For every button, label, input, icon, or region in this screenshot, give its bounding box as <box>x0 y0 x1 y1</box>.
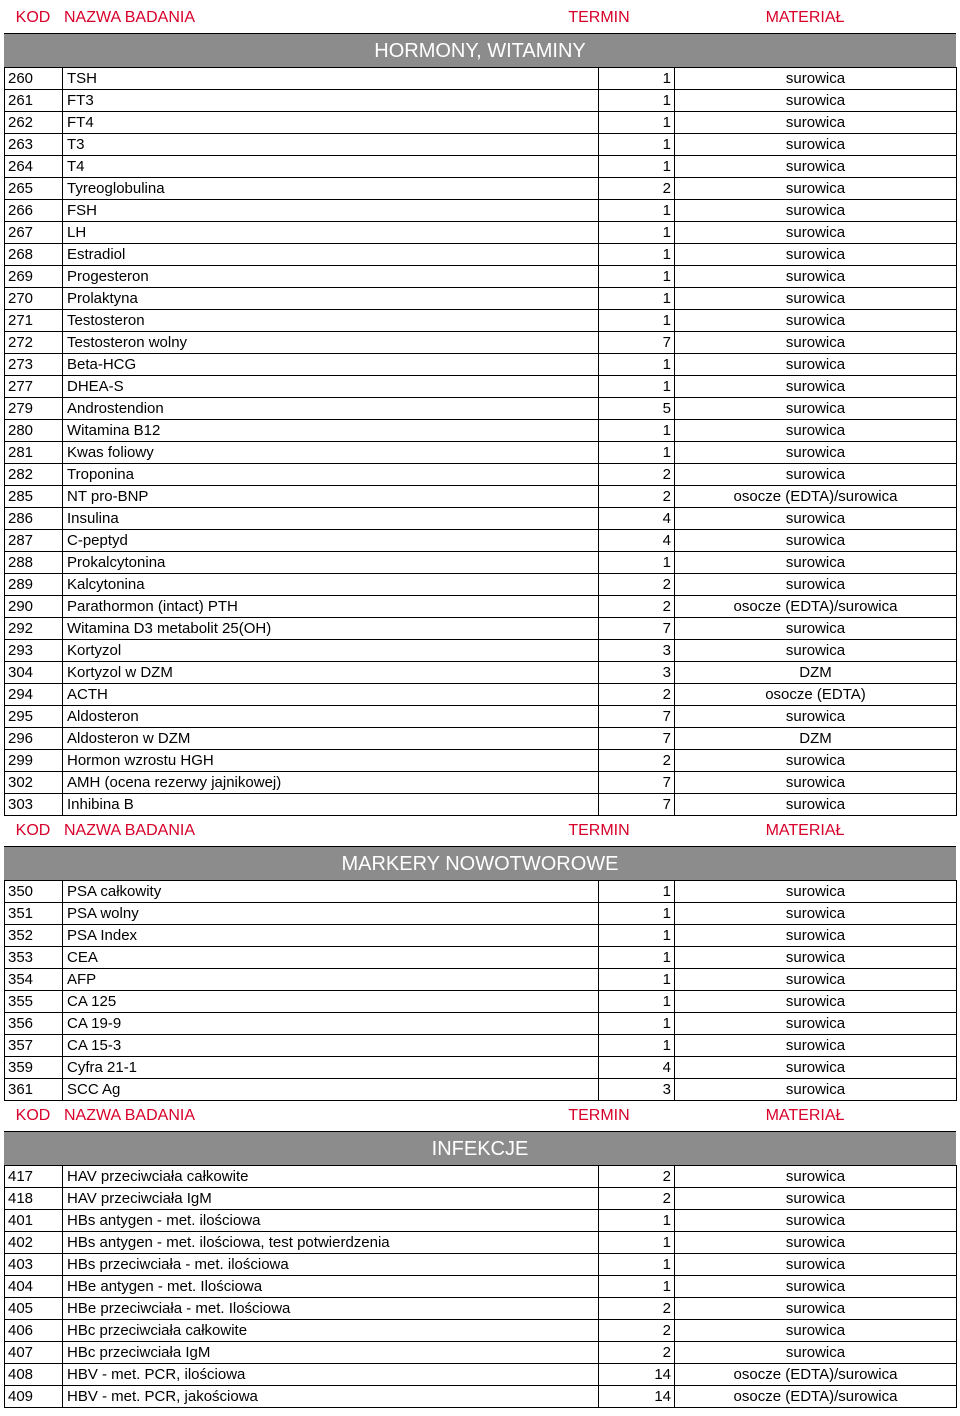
cell-material: surowica <box>675 969 957 991</box>
cell-nazwa: T4 <box>63 156 599 178</box>
cell-kod: 292 <box>5 618 63 640</box>
cell-termin: 1 <box>599 310 675 332</box>
table-row <box>5 1298 957 1320</box>
cell-material: surowica <box>675 178 957 200</box>
cell-termin: 2 <box>599 486 675 508</box>
cell-material: surowica <box>675 222 957 244</box>
cell-material: surowica <box>675 750 957 772</box>
column-header-termin: TERMIN <box>568 822 630 839</box>
cell-material: surowica <box>675 508 957 530</box>
cell-termin: 1 <box>599 222 675 244</box>
cell-material: surowica <box>675 925 957 947</box>
table-row <box>5 310 957 332</box>
column-header-material: MATERIAŁ <box>765 9 845 26</box>
cell-kod: 266 <box>5 200 63 222</box>
table-row <box>5 969 957 991</box>
cell-kod: 285 <box>5 486 63 508</box>
cell-termin: 2 <box>599 574 675 596</box>
cell-nazwa: Kwas foliowy <box>63 442 599 464</box>
cell-termin: 1 <box>599 903 675 925</box>
table-row <box>5 222 957 244</box>
cell-kod: 271 <box>5 310 63 332</box>
cell-material: surowica <box>675 1342 957 1364</box>
cell-nazwa: AMH (ocena rezerwy jajnikowej) <box>63 772 599 794</box>
cell-material: osocze (EDTA)/surowica <box>675 1386 957 1408</box>
cell-kod: 279 <box>5 398 63 420</box>
cell-termin: 14 <box>599 1386 675 1408</box>
cell-nazwa: HBe antygen - met. Ilościowa <box>63 1276 599 1298</box>
cell-termin: 1 <box>599 881 675 903</box>
cell-material: osocze (EDTA)/surowica <box>675 486 957 508</box>
cell-termin: 1 <box>599 156 675 178</box>
cell-termin: 1 <box>599 68 675 90</box>
cell-material: surowica <box>675 881 957 903</box>
cell-material: DZM <box>675 728 957 750</box>
cell-nazwa: Kalcytonina <box>63 574 599 596</box>
table-row <box>5 68 957 90</box>
cell-termin: 2 <box>599 1166 675 1188</box>
table-row <box>5 244 957 266</box>
cell-termin: 4 <box>599 1057 675 1079</box>
cell-material: surowica <box>675 420 957 442</box>
cell-termin: 1 <box>599 420 675 442</box>
cell-kod: 354 <box>5 969 63 991</box>
cell-termin: 2 <box>599 1320 675 1342</box>
cell-material: surowica <box>675 903 957 925</box>
cell-material: surowica <box>675 1320 957 1342</box>
table-row <box>5 684 957 706</box>
cell-material: surowica <box>675 1254 957 1276</box>
cell-nazwa: Kortyzol <box>63 640 599 662</box>
cell-termin: 7 <box>599 332 675 354</box>
cell-termin: 1 <box>599 1210 675 1232</box>
cell-termin: 3 <box>599 662 675 684</box>
cell-nazwa: DHEA-S <box>63 376 599 398</box>
cell-termin: 1 <box>599 288 675 310</box>
table-row <box>5 662 957 684</box>
table-row <box>5 947 957 969</box>
table-row <box>5 1276 957 1298</box>
cell-material: surowica <box>675 156 957 178</box>
cell-kod: 304 <box>5 662 63 684</box>
cell-kod: 282 <box>5 464 63 486</box>
cell-nazwa: Cyfra 21-1 <box>63 1057 599 1079</box>
cell-material: osocze (EDTA) <box>675 684 957 706</box>
cell-termin: 1 <box>599 112 675 134</box>
cell-termin: 1 <box>599 991 675 1013</box>
cell-material: surowica <box>675 68 957 90</box>
cell-kod: 295 <box>5 706 63 728</box>
cell-material: surowica <box>675 200 957 222</box>
cell-nazwa: FT4 <box>63 112 599 134</box>
cell-kod: 263 <box>5 134 63 156</box>
cell-kod: 403 <box>5 1254 63 1276</box>
cell-termin: 2 <box>599 1342 675 1364</box>
cell-kod: 351 <box>5 903 63 925</box>
cell-termin: 1 <box>599 200 675 222</box>
cell-kod: 269 <box>5 266 63 288</box>
cell-nazwa: CA 125 <box>63 991 599 1013</box>
cell-nazwa: Estradiol <box>63 244 599 266</box>
cell-kod: 417 <box>5 1166 63 1188</box>
cell-kod: 303 <box>5 794 63 816</box>
cell-nazwa: Progesteron <box>63 266 599 288</box>
table-row <box>5 596 957 618</box>
cell-material: surowica <box>675 1232 957 1254</box>
cell-material: surowica <box>675 90 957 112</box>
cell-kod: 353 <box>5 947 63 969</box>
cell-material: surowica <box>675 112 957 134</box>
cell-material: surowica <box>675 310 957 332</box>
cell-kod: 277 <box>5 376 63 398</box>
cell-kod: 287 <box>5 530 63 552</box>
cell-nazwa: Inhibina B <box>63 794 599 816</box>
column-header-kod: KOD <box>15 9 51 26</box>
table-row <box>5 1254 957 1276</box>
cell-kod: 288 <box>5 552 63 574</box>
table-row <box>5 1057 957 1079</box>
table-row <box>5 1079 957 1101</box>
cell-termin: 7 <box>599 794 675 816</box>
cell-termin: 1 <box>599 1254 675 1276</box>
cell-material: surowica <box>675 332 957 354</box>
cell-material: osocze (EDTA)/surowica <box>675 596 957 618</box>
cell-nazwa: Prokalcytonina <box>63 552 599 574</box>
cell-termin: 1 <box>599 266 675 288</box>
table-row <box>5 618 957 640</box>
table-row <box>5 288 957 310</box>
cell-material: surowica <box>675 1210 957 1232</box>
cell-nazwa: FSH <box>63 200 599 222</box>
cell-material: surowica <box>675 1166 957 1188</box>
table-row <box>5 508 957 530</box>
table-row <box>5 1035 957 1057</box>
cell-kod: 352 <box>5 925 63 947</box>
cell-termin: 1 <box>599 1013 675 1035</box>
cell-nazwa: PSA wolny <box>63 903 599 925</box>
cell-termin: 2 <box>599 464 675 486</box>
cell-nazwa: Testosteron <box>63 310 599 332</box>
cell-nazwa: Androstendion <box>63 398 599 420</box>
table-row <box>5 552 957 574</box>
column-header-nazwa: NAZWA BADANIA <box>64 822 195 839</box>
section-title: HORMONY, WITAMINY <box>4 33 956 67</box>
table-row <box>5 794 957 816</box>
cell-termin: 2 <box>599 750 675 772</box>
section-title: INFEKCJE <box>4 1131 956 1165</box>
column-header-row <box>4 1101 956 1131</box>
table-row <box>5 112 957 134</box>
cell-kod: 267 <box>5 222 63 244</box>
cell-kod: 402 <box>5 1232 63 1254</box>
cell-termin: 4 <box>599 508 675 530</box>
cell-material: surowica <box>675 398 957 420</box>
cell-termin: 1 <box>599 1232 675 1254</box>
cell-material: surowica <box>675 1298 957 1320</box>
cell-nazwa: Tyreoglobulina <box>63 178 599 200</box>
table-row <box>5 1386 957 1408</box>
cell-material: surowica <box>675 552 957 574</box>
cell-termin: 1 <box>599 90 675 112</box>
table-row <box>5 925 957 947</box>
cell-material: surowica <box>675 244 957 266</box>
table-row <box>5 200 957 222</box>
cell-nazwa: CA 19-9 <box>63 1013 599 1035</box>
cell-nazwa: CA 15-3 <box>63 1035 599 1057</box>
cell-termin: 1 <box>599 354 675 376</box>
cell-kod: 359 <box>5 1057 63 1079</box>
cell-nazwa: HBs antygen - met. ilościowa <box>63 1210 599 1232</box>
cell-material: surowica <box>675 574 957 596</box>
cell-termin: 3 <box>599 640 675 662</box>
table-row <box>5 640 957 662</box>
cell-nazwa: LH <box>63 222 599 244</box>
cell-kod: 289 <box>5 574 63 596</box>
cell-nazwa: NT pro-BNP <box>63 486 599 508</box>
cell-termin: 14 <box>599 1364 675 1386</box>
cell-material: DZM <box>675 662 957 684</box>
cell-kod: 260 <box>5 68 63 90</box>
cell-material: surowica <box>675 991 957 1013</box>
cell-nazwa: Prolaktyna <box>63 288 599 310</box>
cell-nazwa: ACTH <box>63 684 599 706</box>
cell-kod: 268 <box>5 244 63 266</box>
cell-material: surowica <box>675 1057 957 1079</box>
cell-nazwa: C-peptyd <box>63 530 599 552</box>
table-row <box>5 1364 957 1386</box>
cell-nazwa: HBs antygen - met. ilościowa, test potwierdzenia <box>63 1232 599 1254</box>
cell-material: surowica <box>675 442 957 464</box>
cell-kod: 418 <box>5 1188 63 1210</box>
cell-kod: 350 <box>5 881 63 903</box>
cell-nazwa: Witamina B12 <box>63 420 599 442</box>
cell-termin: 1 <box>599 134 675 156</box>
table-row <box>5 1342 957 1364</box>
cell-nazwa: Aldosteron w DZM <box>63 728 599 750</box>
cell-material: surowica <box>675 1188 957 1210</box>
test-table <box>4 1165 957 1408</box>
cell-kod: 355 <box>5 991 63 1013</box>
cell-nazwa: HAV przeciwciała całkowite <box>63 1166 599 1188</box>
table-row <box>5 1166 957 1188</box>
cell-kod: 280 <box>5 420 63 442</box>
cell-material: surowica <box>675 1013 957 1035</box>
cell-nazwa: HBc przeciwciała całkowite <box>63 1320 599 1342</box>
cell-kod: 264 <box>5 156 63 178</box>
cell-material: surowica <box>675 640 957 662</box>
column-header-termin: TERMIN <box>568 9 630 26</box>
table-row <box>5 881 957 903</box>
cell-material: surowica <box>675 266 957 288</box>
cell-kod: 357 <box>5 1035 63 1057</box>
cell-kod: 281 <box>5 442 63 464</box>
cell-nazwa: FT3 <box>63 90 599 112</box>
cell-nazwa: HBs przeciwciała - met. ilościowa <box>63 1254 599 1276</box>
cell-termin: 5 <box>599 398 675 420</box>
cell-nazwa: PSA całkowity <box>63 881 599 903</box>
cell-termin: 2 <box>599 1298 675 1320</box>
cell-kod: 405 <box>5 1298 63 1320</box>
cell-material: surowica <box>675 706 957 728</box>
cell-nazwa: Aldosteron <box>63 706 599 728</box>
cell-kod: 302 <box>5 772 63 794</box>
cell-nazwa: CEA <box>63 947 599 969</box>
cell-termin: 1 <box>599 947 675 969</box>
cell-kod: 401 <box>5 1210 63 1232</box>
table-row <box>5 354 957 376</box>
column-header-material: MATERIAŁ <box>765 822 845 839</box>
cell-kod: 272 <box>5 332 63 354</box>
cell-nazwa: Beta-HCG <box>63 354 599 376</box>
table-row <box>5 903 957 925</box>
column-header-row <box>4 3 956 33</box>
cell-termin: 2 <box>599 684 675 706</box>
cell-kod: 408 <box>5 1364 63 1386</box>
table-row <box>5 134 957 156</box>
section-title: MARKERY NOWOTWOROWE <box>4 846 956 880</box>
table-row <box>5 530 957 552</box>
table-row <box>5 332 957 354</box>
table-row <box>5 1320 957 1342</box>
cell-kod: 406 <box>5 1320 63 1342</box>
cell-nazwa: HAV przeciwciała IgM <box>63 1188 599 1210</box>
cell-material: surowica <box>675 530 957 552</box>
test-table <box>4 880 957 1101</box>
cell-nazwa: TSH <box>63 68 599 90</box>
cell-kod: 286 <box>5 508 63 530</box>
cell-material: surowica <box>675 947 957 969</box>
cell-material: surowica <box>675 376 957 398</box>
cell-kod: 262 <box>5 112 63 134</box>
table-row <box>5 1232 957 1254</box>
cell-nazwa: AFP <box>63 969 599 991</box>
cell-nazwa: Kortyzol w DZM <box>63 662 599 684</box>
cell-nazwa: Hormon wzrostu HGH <box>63 750 599 772</box>
cell-termin: 3 <box>599 1079 675 1101</box>
table-row <box>5 178 957 200</box>
table-row <box>5 156 957 178</box>
cell-material: surowica <box>675 772 957 794</box>
cell-nazwa: Troponina <box>63 464 599 486</box>
cell-termin: 7 <box>599 618 675 640</box>
cell-material: surowica <box>675 1079 957 1101</box>
cell-material: surowica <box>675 794 957 816</box>
cell-termin: 1 <box>599 376 675 398</box>
cell-nazwa: Testosteron wolny <box>63 332 599 354</box>
cell-material: surowica <box>675 464 957 486</box>
cell-termin: 4 <box>599 530 675 552</box>
cell-material: osocze (EDTA)/surowica <box>675 1364 957 1386</box>
cell-termin: 1 <box>599 925 675 947</box>
cell-termin: 7 <box>599 772 675 794</box>
cell-material: surowica <box>675 1035 957 1057</box>
cell-kod: 294 <box>5 684 63 706</box>
table-row <box>5 376 957 398</box>
table-row <box>5 486 957 508</box>
cell-nazwa: T3 <box>63 134 599 156</box>
column-header-kod: KOD <box>15 1107 51 1124</box>
column-header-material: MATERIAŁ <box>765 1107 845 1124</box>
cell-kod: 290 <box>5 596 63 618</box>
table-row <box>5 728 957 750</box>
test-table <box>4 67 957 816</box>
cell-termin: 2 <box>599 1188 675 1210</box>
cell-nazwa: HBV - met. PCR, jakościowa <box>63 1386 599 1408</box>
table-row <box>5 706 957 728</box>
table-row <box>5 750 957 772</box>
cell-nazwa: PSA Index <box>63 925 599 947</box>
column-header-termin: TERMIN <box>568 1107 630 1124</box>
cell-kod: 407 <box>5 1342 63 1364</box>
cell-termin: 1 <box>599 1276 675 1298</box>
cell-nazwa: Witamina D3 metabolit 25(OH) <box>63 618 599 640</box>
table-row <box>5 1013 957 1035</box>
cell-material: surowica <box>675 288 957 310</box>
table-row <box>5 420 957 442</box>
table-row <box>5 398 957 420</box>
cell-nazwa: SCC Ag <box>63 1079 599 1101</box>
cell-kod: 296 <box>5 728 63 750</box>
cell-termin: 1 <box>599 552 675 574</box>
cell-kod: 299 <box>5 750 63 772</box>
table-row <box>5 266 957 288</box>
cell-kod: 356 <box>5 1013 63 1035</box>
cell-kod: 409 <box>5 1386 63 1408</box>
table-row <box>5 1188 957 1210</box>
cell-kod: 270 <box>5 288 63 310</box>
cell-termin: 2 <box>599 178 675 200</box>
cell-termin: 1 <box>599 969 675 991</box>
cell-material: surowica <box>675 134 957 156</box>
cell-nazwa: HBc przeciwciała IgM <box>63 1342 599 1364</box>
cell-kod: 261 <box>5 90 63 112</box>
column-header-nazwa: NAZWA BADANIA <box>64 9 195 26</box>
cell-material: surowica <box>675 354 957 376</box>
table-row <box>5 991 957 1013</box>
cell-kod: 293 <box>5 640 63 662</box>
cell-material: surowica <box>675 1276 957 1298</box>
table-row <box>5 1210 957 1232</box>
column-header-row <box>4 816 956 846</box>
cell-termin: 1 <box>599 244 675 266</box>
cell-termin: 1 <box>599 442 675 464</box>
table-row <box>5 464 957 486</box>
cell-termin: 1 <box>599 1035 675 1057</box>
cell-kod: 273 <box>5 354 63 376</box>
table-row <box>5 772 957 794</box>
cell-nazwa: HBe przeciwciała - met. Ilościowa <box>63 1298 599 1320</box>
cell-termin: 2 <box>599 596 675 618</box>
cell-nazwa: Parathormon (intact) PTH <box>63 596 599 618</box>
cell-termin: 7 <box>599 728 675 750</box>
table-row <box>5 574 957 596</box>
cell-kod: 404 <box>5 1276 63 1298</box>
table-row <box>5 442 957 464</box>
table-row <box>5 90 957 112</box>
cell-kod: 265 <box>5 178 63 200</box>
column-header-nazwa: NAZWA BADANIA <box>64 1107 195 1124</box>
cell-nazwa: Insulina <box>63 508 599 530</box>
cell-material: surowica <box>675 618 957 640</box>
column-header-kod: KOD <box>15 822 51 839</box>
cell-nazwa: HBV - met. PCR, ilościowa <box>63 1364 599 1386</box>
cell-termin: 7 <box>599 706 675 728</box>
cell-kod: 361 <box>5 1079 63 1101</box>
